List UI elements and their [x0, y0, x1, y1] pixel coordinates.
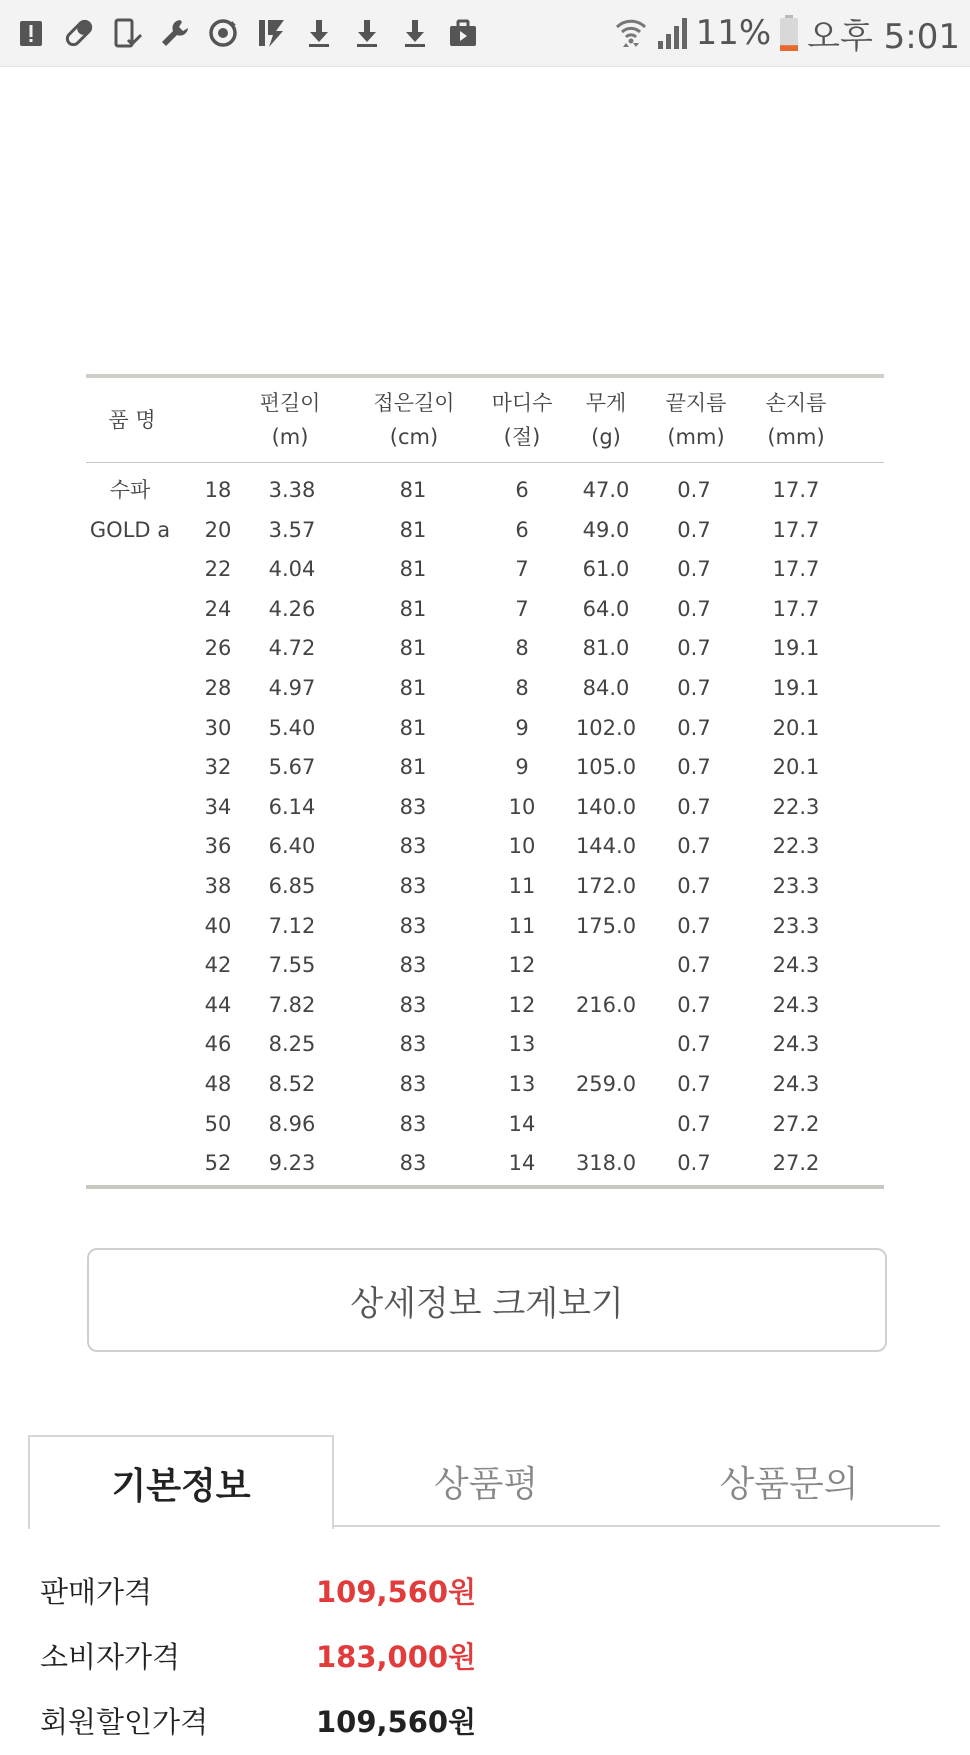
cell-butt: 20.1 [772, 755, 820, 780]
cell-weight: 216.0 [575, 992, 637, 1017]
cell-size: 26 [204, 636, 232, 661]
consumer-price-label: 소비자가격 [40, 1640, 181, 1674]
status-right [614, 10, 960, 56]
cell-tip: 0.7 [677, 834, 711, 859]
cell-sections: 10 [508, 794, 536, 819]
battery-icon [779, 14, 799, 52]
cell-butt: 24.3 [772, 953, 820, 978]
wifi-icon [614, 13, 648, 53]
cell-length: 4.04 [268, 557, 316, 582]
header-butt-diameter: 손지름 (mm) [765, 391, 827, 449]
cell-size: 30 [204, 715, 232, 740]
spec-table [86, 374, 884, 1189]
cell-butt: 24.3 [772, 992, 820, 1017]
table-header [86, 378, 884, 463]
download-icon [302, 16, 336, 50]
product-name-line1: 수파 [109, 478, 151, 502]
price-row-member [40, 1690, 940, 1755]
product-name-line2: GOLD a [89, 517, 171, 542]
price-info [40, 1560, 940, 1755]
sale-price-value: 109,560원 [316, 1575, 477, 1609]
cell-butt: 22.3 [772, 834, 820, 859]
cell-tip: 0.7 [677, 1032, 711, 1057]
cell-butt: 27.2 [772, 1111, 820, 1136]
table-row [86, 629, 884, 669]
cell-sections: 7 [515, 557, 529, 582]
cell-size: 24 [204, 596, 232, 621]
tab-basic-info[interactable]: 기본정보 [28, 1435, 334, 1529]
header-tip-diameter: 끝지름 (mm) [665, 391, 727, 449]
cell-butt: 17.7 [772, 596, 820, 621]
cell-tip: 0.7 [677, 953, 711, 978]
price-row-consumer [40, 1625, 940, 1690]
cell-folded: 81 [399, 755, 427, 780]
cell-sections: 14 [508, 1111, 536, 1136]
table-row [86, 511, 884, 551]
cell-tip: 0.7 [677, 874, 711, 898]
cell-length: 8.96 [268, 1111, 316, 1136]
cell-sections: 9 [515, 755, 529, 780]
cell-tip: 0.7 [677, 755, 711, 780]
cell-length: 5.67 [268, 755, 316, 780]
table-row [86, 669, 884, 709]
header-weight: 무게 (g) [585, 391, 627, 449]
cell-length: 6.85 [268, 874, 316, 898]
cell-weight: 140.0 [575, 794, 637, 819]
cell-length: 9.23 [268, 1151, 316, 1176]
cell-weight: 318.0 [575, 1151, 637, 1176]
cell-butt: 27.2 [772, 1151, 820, 1176]
table-row [86, 827, 884, 867]
view-details-large-button[interactable]: 상세정보 크게보기 [87, 1248, 887, 1352]
cell-folded: 81 [399, 715, 427, 740]
cell-length: 8.25 [268, 1032, 316, 1057]
table-body [86, 463, 884, 1185]
table-row [86, 788, 884, 828]
cell-butt: 24.3 [772, 1072, 820, 1096]
cell-sections: 8 [515, 636, 529, 661]
cell-folded: 83 [399, 874, 427, 898]
download-icon [398, 16, 432, 50]
cell-folded: 83 [399, 992, 427, 1017]
cell-butt: 17.7 [772, 478, 820, 502]
cell-weight: 259.0 [575, 1072, 637, 1096]
header-product-name: 품 명 [108, 408, 156, 432]
product-tabs [28, 1435, 940, 1527]
table-row [86, 709, 884, 749]
cell-weight: 175.0 [575, 913, 637, 938]
cell-folded: 83 [399, 794, 427, 819]
header-sections: 마디수 (절) [491, 391, 553, 449]
cell-tip: 0.7 [677, 1072, 711, 1096]
cell-weight: 49.0 [582, 517, 630, 542]
cell-tip: 0.7 [677, 794, 711, 819]
cell-size: 20 [204, 517, 232, 542]
cell-butt: 23.3 [772, 874, 820, 898]
cell-length: 6.14 [268, 794, 316, 819]
table-row [86, 1105, 884, 1145]
cell-weight: 61.0 [582, 557, 630, 582]
cell-tip: 0.7 [677, 1111, 711, 1136]
cell-butt: 19.1 [772, 676, 820, 700]
cell-tip: 0.7 [677, 992, 711, 1017]
cell-size: 32 [204, 755, 232, 780]
cell-length: 7.55 [268, 953, 316, 978]
member-price-label: 회원할인가격 [40, 1705, 209, 1739]
cell-folded: 83 [399, 1111, 427, 1136]
cell-length: 6.40 [268, 834, 316, 859]
cell-weight: 84.0 [582, 676, 630, 700]
cell-size: 52 [204, 1151, 232, 1176]
member-price-value: 109,560원 [316, 1705, 477, 1739]
battery-percent: 11% [695, 13, 772, 53]
clock: 오후 5:01 [807, 16, 960, 57]
table-row [86, 748, 884, 788]
cell-size: 38 [204, 874, 232, 898]
cell-sections: 12 [508, 953, 536, 978]
flash-off-icon [254, 16, 288, 50]
cell-sections: 6 [515, 517, 529, 542]
tab-reviews[interactable]: 상품평 [433, 1463, 539, 1505]
cell-length: 5.40 [268, 715, 316, 740]
header-length: 편길이 (m) [259, 391, 321, 449]
cell-sections: 8 [515, 676, 529, 700]
price-row-sale [40, 1560, 940, 1625]
cell-weight: 102.0 [575, 715, 637, 740]
cell-length: 4.97 [268, 676, 316, 700]
tab-inquiries[interactable]: 상품문의 [719, 1463, 859, 1505]
table-row [86, 550, 884, 590]
cell-folded: 81 [399, 596, 427, 621]
device-check-icon [110, 16, 144, 50]
cell-folded: 81 [399, 557, 427, 582]
sale-price-label: 판매가격 [40, 1575, 153, 1609]
cell-size: 50 [204, 1111, 232, 1136]
cell-sections: 7 [515, 596, 529, 621]
sync-icon [206, 16, 240, 50]
cell-tip: 0.7 [677, 517, 711, 542]
cell-folded: 83 [399, 834, 427, 859]
status-bar [0, 0, 970, 67]
cell-size: 22 [204, 557, 232, 582]
cell-sections: 11 [508, 913, 536, 938]
header-folded-length: 접은길이 (cm) [373, 391, 455, 449]
cell-weight: 144.0 [575, 834, 637, 859]
table-row [86, 986, 884, 1026]
notification-icons [14, 14, 480, 52]
cell-tip: 0.7 [677, 913, 711, 938]
cell-sections: 13 [508, 1072, 536, 1096]
cell-size: 36 [204, 834, 232, 859]
cell-size: 42 [204, 953, 232, 978]
cell-tip: 0.7 [677, 1151, 711, 1176]
cell-butt: 22.3 [772, 794, 820, 819]
consumer-price-value: 183,000원 [316, 1640, 477, 1674]
cell-sections: 11 [508, 874, 536, 898]
cell-size: 46 [204, 1032, 232, 1057]
cell-folded: 83 [399, 1032, 427, 1057]
cell-folded: 81 [399, 517, 427, 542]
cell-butt: 24.3 [772, 1032, 820, 1057]
cell-size: 18 [204, 478, 232, 502]
pill-icon [62, 16, 96, 50]
wrench-icon [158, 16, 192, 50]
cell-folded: 83 [399, 1072, 427, 1096]
cell-size: 44 [204, 992, 232, 1017]
cell-butt: 17.7 [772, 557, 820, 582]
table-row [86, 867, 884, 907]
cell-tip: 0.7 [677, 478, 711, 502]
cell-sections: 12 [508, 992, 536, 1017]
cell-length: 3.38 [268, 478, 316, 502]
cell-sections: 9 [515, 715, 529, 740]
cell-tip: 0.7 [677, 557, 711, 582]
cell-tip: 0.7 [677, 636, 711, 661]
cell-sections: 6 [515, 478, 529, 502]
signal-icon [656, 15, 688, 51]
cell-length: 8.52 [268, 1072, 316, 1096]
cell-size: 40 [204, 913, 232, 938]
cell-weight: 47.0 [582, 478, 630, 502]
cell-size: 34 [204, 794, 232, 819]
download-icon [350, 16, 384, 50]
cell-butt: 20.1 [772, 715, 820, 740]
cell-butt: 19.1 [772, 636, 820, 661]
cell-weight: 172.0 [575, 874, 637, 898]
cell-tip: 0.7 [677, 676, 711, 700]
cell-folded: 83 [399, 1151, 427, 1176]
table-row [86, 946, 884, 986]
cell-sections: 14 [508, 1151, 536, 1176]
cell-folded: 83 [399, 913, 427, 938]
table-row [86, 471, 884, 511]
cell-sections: 10 [508, 834, 536, 859]
table-row [86, 1144, 884, 1184]
cell-length: 7.82 [268, 992, 316, 1017]
alert-icon [14, 16, 48, 50]
briefcase-icon [446, 16, 480, 50]
cell-size: 28 [204, 676, 232, 700]
cell-length: 3.57 [268, 517, 316, 542]
cell-folded: 81 [399, 636, 427, 661]
table-row [86, 1025, 884, 1065]
cell-folded: 83 [399, 953, 427, 978]
table-row [86, 1065, 884, 1105]
cell-folded: 81 [399, 478, 427, 502]
cell-tip: 0.7 [677, 596, 711, 621]
table-bottom-rule [86, 1185, 884, 1189]
cell-butt: 17.7 [772, 517, 820, 542]
cell-sections: 13 [508, 1032, 536, 1057]
cell-length: 4.72 [268, 636, 316, 661]
cell-folded: 81 [399, 676, 427, 700]
cell-butt: 23.3 [772, 913, 820, 938]
table-row [86, 590, 884, 630]
cell-weight: 105.0 [575, 755, 637, 780]
table-row [86, 907, 884, 947]
cell-size: 48 [204, 1072, 232, 1096]
cell-weight: 81.0 [582, 636, 630, 661]
cell-length: 7.12 [268, 913, 316, 938]
cell-weight: 64.0 [582, 596, 630, 621]
cell-tip: 0.7 [677, 715, 711, 740]
cell-length: 4.26 [268, 596, 316, 621]
